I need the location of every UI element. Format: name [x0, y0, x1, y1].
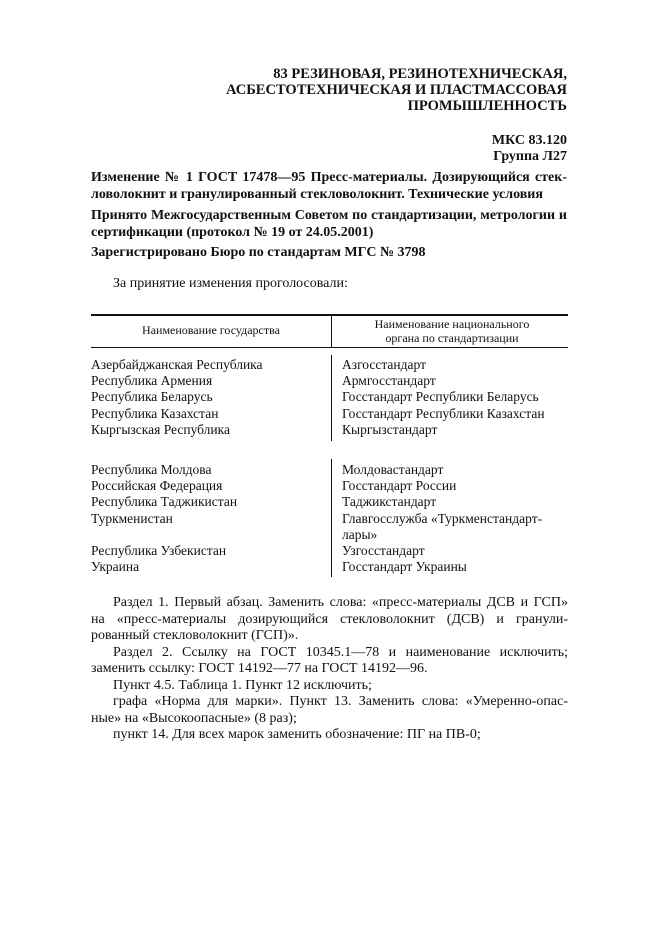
table-row-state: Российская Федерация	[91, 478, 223, 494]
body-line: пункт 14. Для всех марок заменить обозначение: ПГ на ПВ-0;	[113, 727, 481, 742]
table-row-state: Республика Казахстан	[91, 405, 219, 421]
table-row-body: Главгосслужба «Туркменстандарт-	[342, 510, 543, 526]
mks-code: МКС 83.120	[491, 133, 567, 148]
body-line: Раздел 2. Ссылку на ГОСТ 10345.1—78 и наименование исключить;	[113, 644, 568, 660]
table-row-body: Госстандарт Республики Беларусь	[342, 389, 539, 405]
group-code: Группа Л27	[493, 149, 567, 164]
table-header-state: Наименование государства	[142, 323, 280, 337]
table-row-body: Азгосстандарт	[342, 357, 426, 372]
table-header-rule	[91, 347, 568, 348]
body-line: заменить ссылку: ГОСТ 14192—77 на ГОСТ 14192—96.	[91, 661, 428, 676]
change-title-line-2: ловолокнит и гранулированный стекловолокнит. Технические условия	[91, 187, 543, 202]
table-row-state: Республика Молдова	[91, 462, 212, 477]
table-row-body: Кыргызстандарт	[342, 421, 438, 437]
table-group2-divider	[331, 459, 332, 577]
table-row-state: Республика Армения	[91, 373, 213, 389]
table-row-state: Туркменистан	[91, 510, 173, 526]
table-header-divider	[331, 315, 332, 348]
table-group2-states	[91, 462, 237, 575]
table-group1-divider	[331, 355, 332, 441]
table-row-state: Кыргызская Республика	[91, 421, 230, 437]
table-group2-bodies	[342, 462, 542, 575]
adopted-statement	[91, 207, 567, 241]
classification-block	[492, 133, 567, 165]
table-header-body-line-2: органа по стандартизации	[385, 330, 519, 345]
voted-intro: За принятие изменения проголосовали:	[113, 276, 348, 291]
table-row-state: Республика Таджикистан	[91, 494, 238, 510]
body-line: ные» на «Высокоопасные» (8 раз);	[91, 710, 297, 726]
body-text	[91, 595, 568, 744]
table-group1-bodies	[342, 357, 545, 438]
table-row-state: Азербайджанская Республика	[91, 357, 263, 372]
body-line: Раздел 1. Первый абзац. Заменить слова: «пресс-материалы ДСВ и ГСП»	[113, 595, 568, 610]
table-row-body-continuation: лары»	[342, 526, 378, 542]
table-row-body: Таджикстандарт	[342, 494, 437, 510]
body-line: рованный стекловолокнит (ГСП)».	[91, 628, 299, 643]
table-row-body: Молдовастандарт	[342, 462, 444, 477]
table-header-body-line-1: Наименование национального	[374, 317, 530, 331]
table-top-rule	[91, 314, 568, 316]
body-line: на «пресс-материалы дозирующийся стекловолокнит (ДСВ) и гранули-	[91, 611, 568, 627]
change-title-line-1: Изменение № 1 ГОСТ 17478—95 Пресс-материалы. Дозирующийся стек-	[91, 170, 567, 185]
section-header-line-2: АСБЕСТОТЕХНИЧЕСКАЯ И ПЛАСТМАССОВАЯ	[226, 82, 567, 98]
table-row-body: Армгосстандарт	[342, 373, 436, 389]
section-header-line-1: 83 РЕЗИНОВАЯ, РЕЗИНОТЕХНИЧЕСКАЯ,	[273, 66, 567, 82]
table-header-body	[336, 318, 568, 345]
table-row-body: Узгосстандарт	[342, 543, 425, 559]
change-title	[91, 169, 567, 203]
section-header	[226, 66, 567, 114]
table-row-body: Госстандарт России	[342, 478, 457, 494]
body-line: Пункт 4.5. Таблица 1. Пункт 12 исключить;	[113, 677, 372, 693]
table-row-body: Госстандарт Республики Казахстан	[342, 405, 545, 421]
table-row-state: Республика Узбекистан	[91, 543, 227, 558]
adopted-line-1: Принято Межгосударственным Советом по стандартизации, метрологии и	[91, 208, 567, 223]
body-line: графа «Норма для марки». Пункт 13. Заменить слова: «Умеренно-опас-	[113, 694, 568, 709]
table-row-state: Украина	[91, 559, 140, 575]
section-header-line-3: ПРОМЫШЛЕННОСТЬ	[407, 98, 567, 114]
registered-statement: Зарегистрировано Бюро по стандартам МГС № 3798	[91, 245, 426, 260]
table-row-state: Республика Беларусь	[91, 389, 213, 405]
adopted-line-2: сертификации (протокол № 19 от 24.05.2001)	[91, 225, 374, 240]
table-group1-states	[91, 357, 263, 438]
table-row-body: Госстандарт Украины	[342, 559, 467, 575]
